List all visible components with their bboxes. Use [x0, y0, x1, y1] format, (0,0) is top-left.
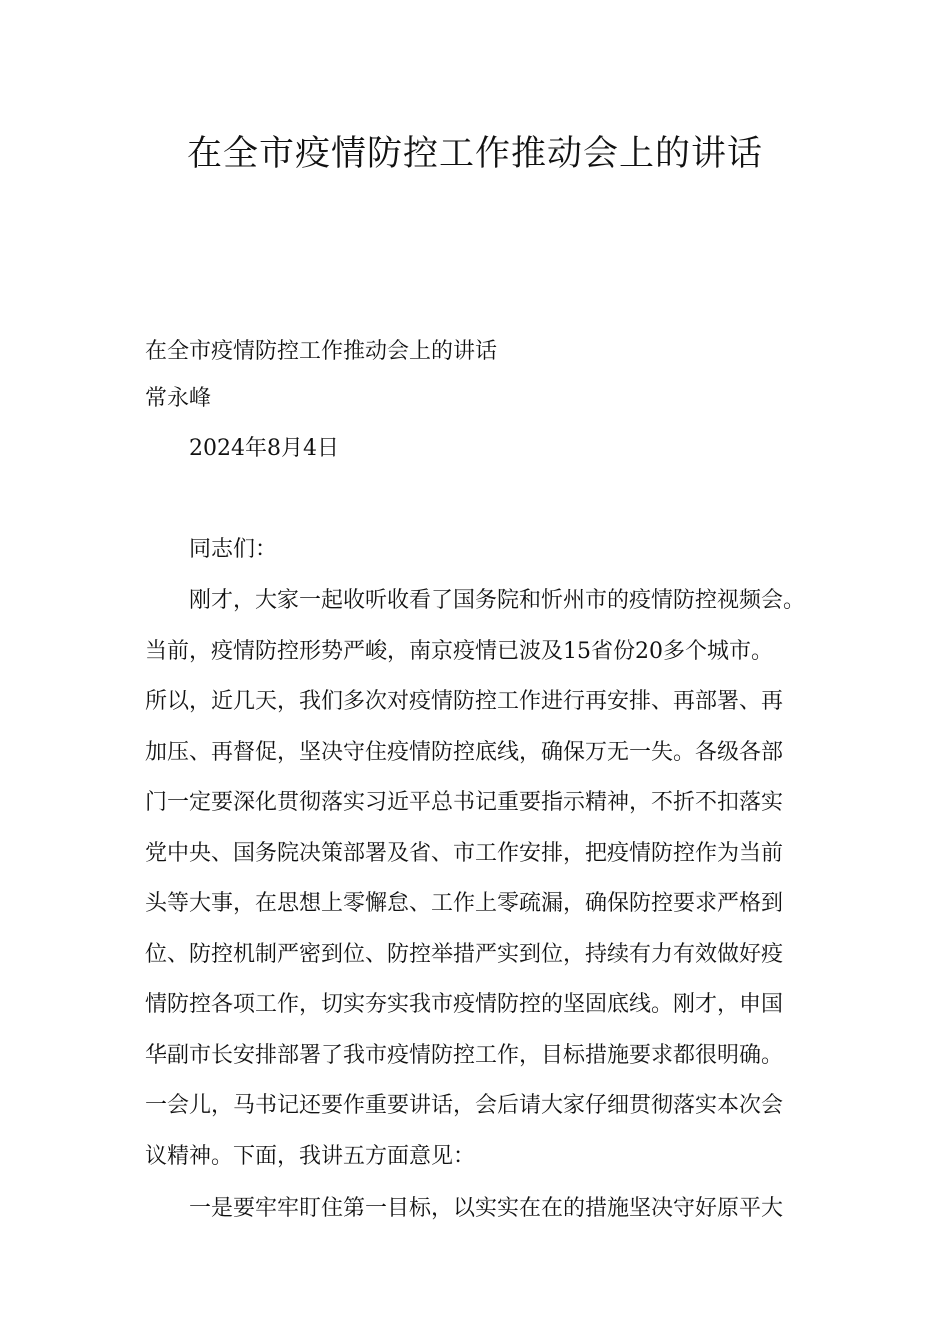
- text-line: 刚才，大家一起收听收看了国务院和忻州市的疫情防控视频会。: [189, 588, 806, 613]
- greeting: 同志们：: [189, 537, 278, 562]
- text-line: 门一定要深化贯彻落实习近平总书记重要指示精神，不折不扣落实: [145, 790, 784, 815]
- speaker-name: 常永峰: [145, 386, 212, 411]
- text-line: 党中央、国务院决策部署及省、市工作安排，把疫情防控作为当前: [145, 840, 784, 866]
- speech-date: 2024年8月4日: [189, 436, 339, 461]
- speech-subtitle: 在全市疫情防控工作推动会上的讲话: [145, 339, 498, 364]
- text-line: 所以，近几天，我们多次对疫情防控工作进行再安排、再部署、再: [145, 689, 784, 714]
- document-title: 在全市疫情防控工作推动会上的讲话: [186, 134, 763, 174]
- text-line: 位、防控机制严密到位、防控举措严实到位，持续有力有效做好疫: [145, 941, 784, 967]
- paragraph-2: [145, 1192, 810, 1243]
- text-line: 加压、再督促，坚决守住疫情防控底线，确保万无一失。各级各部: [145, 739, 784, 765]
- text-line: 一会儿，马书记还要作重要讲话，会后请大家仔细贯彻落实本次会: [145, 1093, 784, 1118]
- speech-body: [145, 584, 810, 1243]
- text-line: 头等大事，在思想上零懈怠、工作上零疏漏，确保防控要求严格到: [145, 891, 784, 916]
- text-line: 华副市长安排部署了我市疫情防控工作，目标措施要求都很明确。: [145, 1042, 784, 1068]
- text-line: 当前，疫情防控形势严峻，南京疫情已波及15省份20多个城市。: [145, 638, 773, 664]
- text-line: 一是要牢牢盯住第一目标，以实实在在的措施坚决守好原平大: [189, 1196, 784, 1221]
- paragraph-1: [145, 584, 810, 1190]
- text-line: 情防控各项工作，切实夯实我市疫情防控的坚固底线。刚才，申国: [145, 992, 784, 1017]
- text-line: 议精神。下面，我讲五方面意见：: [145, 1143, 476, 1169]
